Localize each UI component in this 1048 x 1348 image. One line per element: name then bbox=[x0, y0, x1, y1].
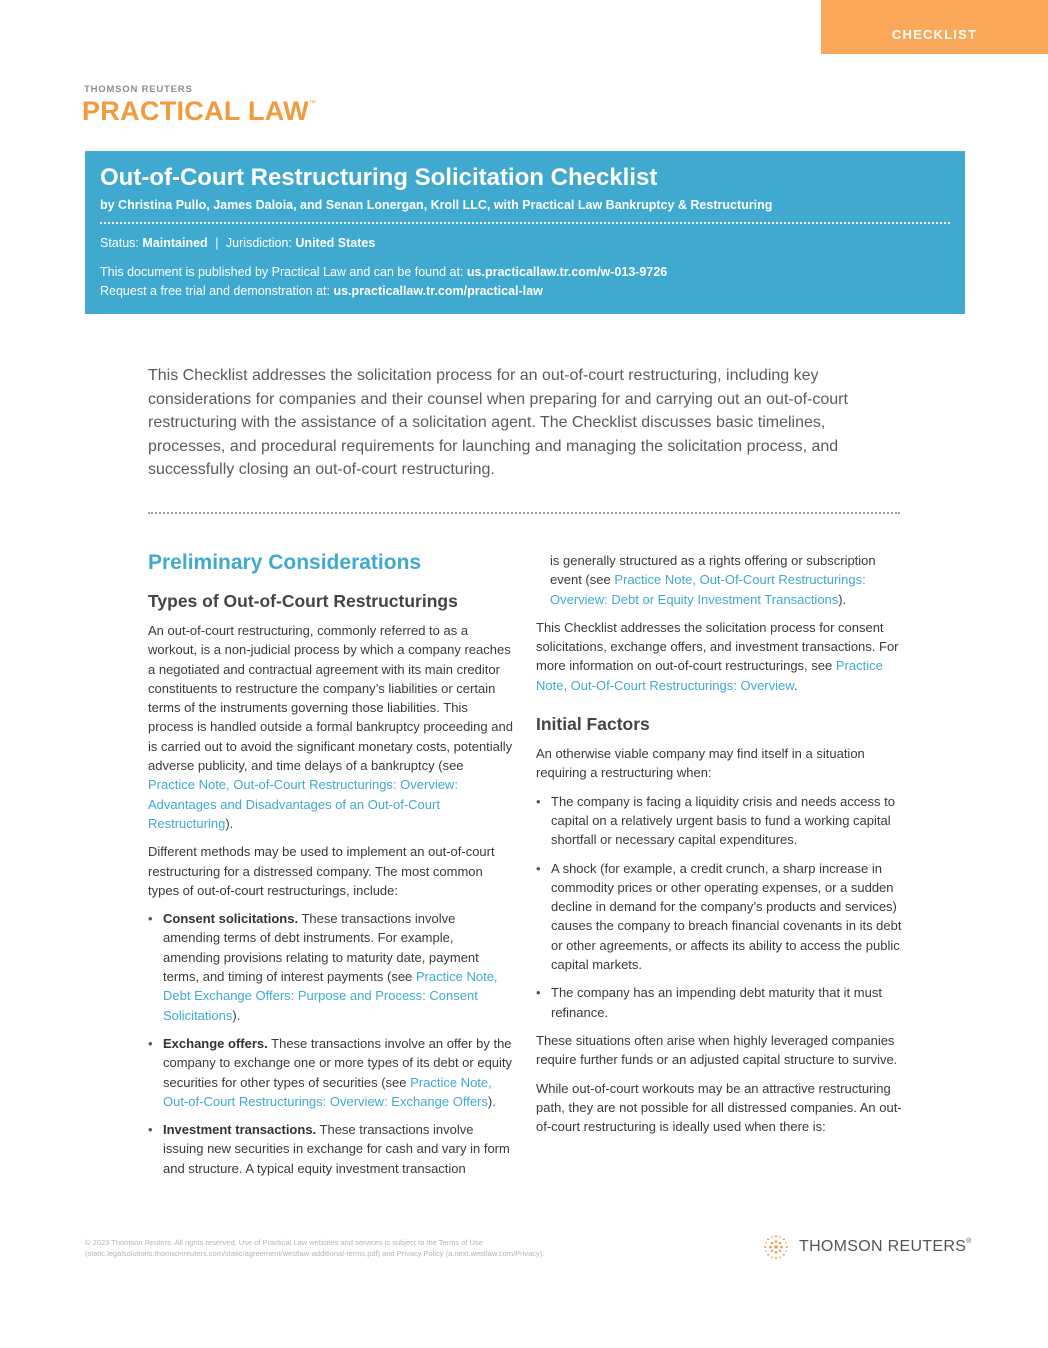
initial-factors-list bbox=[536, 792, 902, 1022]
trial-url-link[interactable]: us.practicallaw.tr.com/practical-law bbox=[333, 284, 543, 298]
document-type-tab: CHECKLIST bbox=[821, 0, 1048, 54]
paragraph: Different methods may be used to implement an out-of-court restructuring for a distressed company. The most common types of out-of-court restructurings, include: bbox=[148, 844, 495, 898]
document-url-link[interactable]: us.practicallaw.tr.com/w-013-9726 bbox=[466, 265, 668, 279]
right-column bbox=[536, 551, 902, 1145]
jurisdiction-value: United States bbox=[295, 236, 376, 250]
paragraph: An out-of-court restructuring, commonly referred to as a workout, is a non-judicial process by which a company reaches a negotiated and contractual agreement with its main creditor constituents to restructure the company’s liabilities or certain terms of the instruments governing those liabilities. This process is handled outside a formal bankruptcy proceeding and is carried out to avoid the significant monetary costs, potentially adverse publicity, and time delays of a bankruptcy (see Practice Note, Out-of-Court Restructurings: Overview: Advantages and Disadvantages of an Out-of-Court Restructuring). bbox=[148, 623, 513, 831]
dot-globe-icon bbox=[761, 1232, 791, 1262]
status-line: Status: Maintained | Jurisdiction: United States bbox=[100, 236, 376, 250]
banner-divider bbox=[100, 222, 950, 224]
status-value: Maintained bbox=[142, 236, 208, 250]
list-item: • The company has an impending debt maturity that it must refinance. bbox=[536, 983, 902, 1022]
copyright-notice: © 2023 Thomson Reuters. All rights reserved. Use of Practical Law websites and services is subject to the Terms of Use (static.legalsolutions.thomsonreuters.com/static/agreement/westlaw-additional-terms.pdf) and Privacy Policy (a.next.westlaw.com/Privacy). bbox=[85, 1238, 545, 1258]
paragraph: An otherwise viable company may find itself in a situation requiring a restructuring when: bbox=[536, 746, 865, 781]
restructuring-types-list bbox=[148, 909, 513, 1178]
list-item: • Consent solicitations. These transactions involve amending terms of debt instruments. For example, amending provisions relating to maturity date, payment terms, and timing of interest payments (see Practice Note, Debt Exchange Offers: Purpose and Process: Consent Solicitations). bbox=[148, 909, 513, 1025]
list-item: • Investment transactions. These transactions involve issuing new securities in exchange for cash and vary in form and structure. A typical equity investment transaction bbox=[148, 1120, 513, 1178]
practice-note-link[interactable]: Practice Note, Out-of-Court Restructurings: Overview: Advantages and Disadvantages of an Out-of-Court Restructuring bbox=[148, 777, 458, 831]
list-item: • The company is facing a liquidity crisis and needs access to capital on a relatively urgent basis to fund a working capital shortfall or necessary capital expenditures. bbox=[536, 792, 902, 850]
subsection-heading: Initial Factors bbox=[536, 714, 650, 735]
practice-note-link[interactable]: Practice Note, Out-Of-Court Restructurings: Overview bbox=[536, 658, 883, 693]
practice-note-link[interactable]: Practice Note, Debt Exchange Offers: Purpose and Process: Consent Solicitations bbox=[163, 969, 498, 1023]
practice-note-link[interactable]: Practice Note, Out-Of-Court Restructurings: Overview: Debt or Equity Investment Transactions bbox=[550, 572, 866, 607]
list-item: • Exchange offers. These transactions involve an offer by the company to exchange one or more types of its debt or equity securities for other types of securities (see Practice Note, Out-of-Court Restructurings: Overview: Exchange Offers). bbox=[148, 1034, 513, 1111]
left-column bbox=[148, 548, 513, 1187]
paragraph: These situations often arise when highly leveraged companies require further funds or an adjusted capital structure to survive. bbox=[536, 1032, 898, 1068]
intro-paragraph: This Checklist addresses the solicitation process for an out-of-court restructuring, including key considerations for companies and their counsel when preparing for and carrying out an out-of-court restructuring with the assistance of a solicitation agent. The Checklist discusses basic timelines, processes, and procedural requirements for launching and managing the solicitation process, and successfully closing an out-of-court restructuring. bbox=[148, 367, 848, 478]
title-banner bbox=[85, 151, 965, 314]
brand-publisher: THOMSON REUTERS bbox=[84, 84, 193, 95]
brand-logo[interactable]: PRACTICAL LAW™ bbox=[82, 96, 317, 126]
paragraph: is generally structured as a rights offering or subscription event (see Practice Note, Out-Of-Court Restructurings: Overview: Debt or Equity Investment Transactions). bbox=[550, 553, 876, 607]
publication-info: This document is published by Practical Law and can be found at: us.practicallaw.tr.com/w-013-9726 Request a free trial and demonstration at: us.practicallaw.tr.com/practical-law bbox=[100, 265, 668, 298]
paragraph: This Checklist addresses the solicitation process for consent solicitations, exchange offers, and investment transactions. For more information on out-of-court restructurings, see Practice Note, Out-Of-Court Restructurings: Overview. bbox=[536, 619, 899, 693]
section-heading: Preliminary Considerations bbox=[148, 551, 422, 574]
subsection-heading: Types of Out-of-Court Restructurings bbox=[148, 591, 458, 611]
paragraph: While out-of-court workouts may be an attractive restructuring path, they are not possible for all distressed companies. An out-of-court restructuring is ideally used when there is: bbox=[536, 1080, 902, 1135]
document-title: Out-of-Court Restructuring Solicitation Checklist bbox=[100, 164, 658, 191]
list-item: • A shock (for example, a credit crunch, a sharp increase in commodity prices or other operating expenses, or a sudden decline in demand for the company’s products and services) causes the company to breach financial covenants in its debt or other agreements, or affects its ability to access the public capital markets. bbox=[536, 859, 902, 975]
byline: by Christina Pullo, James Daloia, and Senan Lonergan, Kroll LLC, with Practical Law Bankruptcy & Restructuring bbox=[100, 198, 773, 212]
practice-note-link[interactable]: Practice Note, Out-of-Court Restructurings: Overview: Exchange Offers bbox=[163, 1074, 492, 1109]
section-divider bbox=[148, 512, 900, 514]
thomson-reuters-logo[interactable]: THOMSON REUTERS® bbox=[761, 1232, 972, 1262]
